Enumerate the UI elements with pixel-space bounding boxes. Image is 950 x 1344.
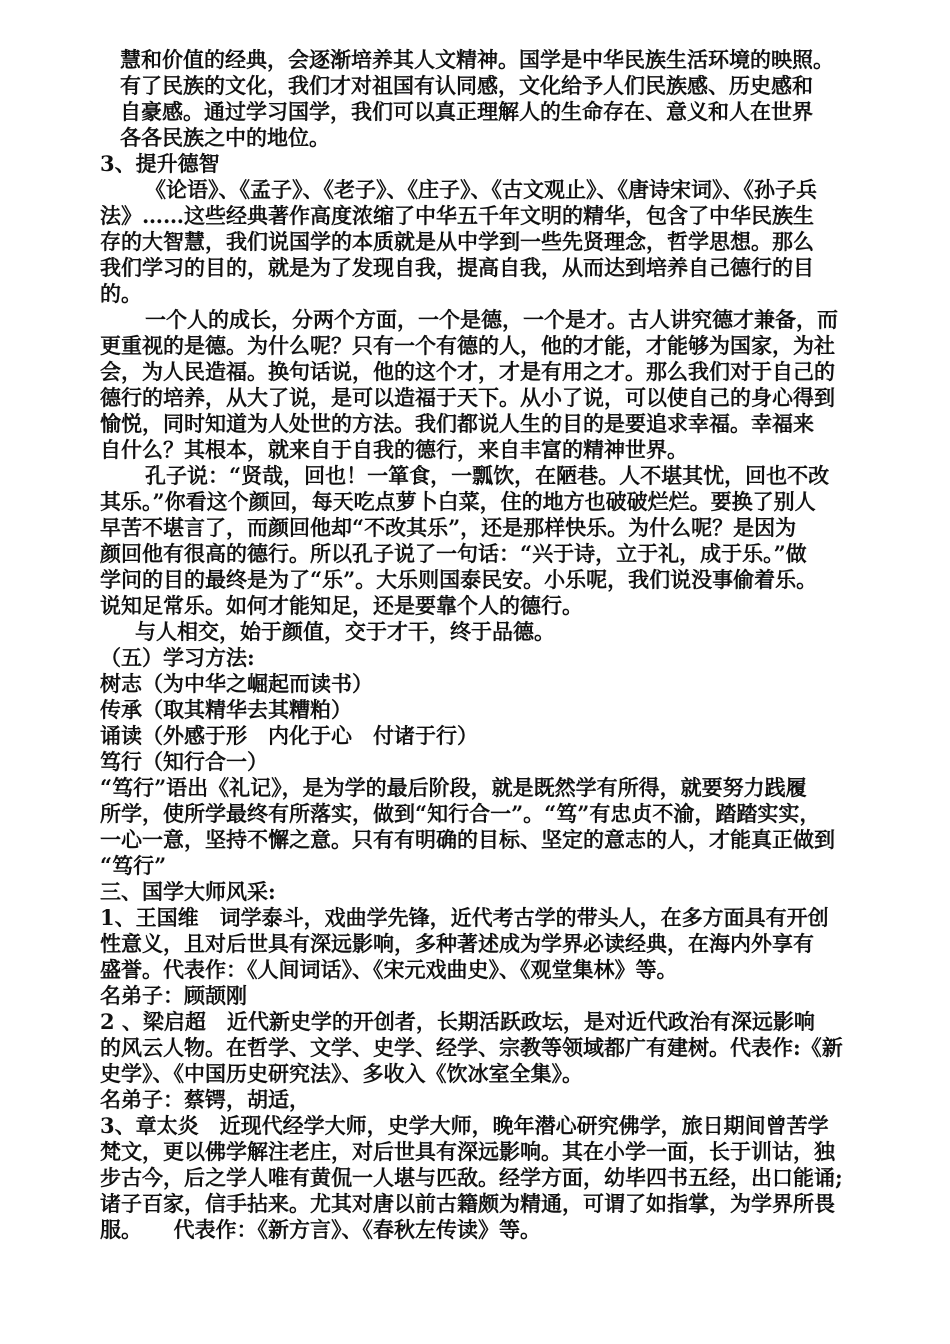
paragraph-line: 更重视的是德。为什么呢？只有一个有德的人，他的才能，才能够为国家，为社: [100, 333, 835, 358]
paragraph-line: 各各民族之中的地位。: [120, 125, 330, 150]
paragraph-line: 所学，使所学最终有所落实，做到“知行合一”。“笃”有忠贞不渝，踏踏实实，: [100, 801, 821, 826]
list-item: 传承（取其精华去其糟粕）: [100, 697, 352, 722]
paragraph-line: 盛誉。代表作：《人间词话》、《宋元戏曲史》、《观堂集林》等。: [100, 957, 678, 982]
list-item: 笃行（知行合一）: [100, 749, 268, 774]
paragraph-line: 德行的培养，从大了说，是可以造福于天下。从小了说，可以使自己的身心得到: [100, 385, 835, 410]
paragraph-line: 一个人的成长，分两个方面，一个是德，一个是才。古人讲究德才兼备，而: [145, 307, 838, 332]
paragraph-line: 愉悦，同时知道为人处世的方法。我们都说人生的目的是要追求幸福。幸福来: [100, 411, 814, 436]
paragraph-line: 一心一意，坚持不懈之意。只有有明确的目标、坚定的意志的人，才能真正做到: [100, 827, 835, 852]
paragraph-line: 会，为人民造福。换句话说，他的这个才，才是有用之才。那么我们对于自己的: [100, 359, 835, 384]
paragraph-line: 名弟子：顾颉刚: [100, 983, 247, 1008]
paragraph-line: 学问的目的最终是为了“乐”。大乐则国泰民安。小乐呢，我们说没事偷着乐。: [100, 567, 818, 592]
paragraph-line: 名弟子：蔡锷，胡适，: [100, 1087, 310, 1112]
paragraph-line: 2 、梁启超 近代新史学的开创者，长期活跃政坛，是对近代政治有深远影响: [100, 1009, 815, 1034]
paragraph-line: 性意义，且对后世具有深远影响，多种著述成为学界必读经典，在海内外享有: [100, 931, 814, 956]
paragraph-line: 慧和价值的经典，会逐渐培养其人文精神。国学是中华民族生活环境的映照。: [120, 47, 834, 72]
section-heading: 三、国学大师风采:: [100, 879, 276, 904]
section-heading: 3、提升德智: [100, 151, 220, 176]
paragraph-line: 自什么？其根本，就来自于自我的德行，来自丰富的精神世界。: [100, 437, 688, 462]
paragraph-line: 有了民族的文化，我们才对祖国有认同感，文化给予人们民族感、历史感和: [120, 73, 813, 98]
paragraph-line: 其乐。”你看这个颜回，每天吃点萝卜白菜，住的地方也破破烂烂。要换了别人: [100, 489, 816, 514]
paragraph-line: 说知足常乐。如何才能知足，还是要靠个人的德行。: [100, 593, 583, 618]
paragraph-line: 孔子说：“贤哉，回也！一箪食，一瓢饮，在陋巷。人不堪其忧，回也不改: [145, 463, 830, 488]
paragraph-line: 服。 代表作：《新方言》、《春秋左传读》等。: [100, 1217, 541, 1242]
paragraph-line: 步古今，后之学人唯有黄侃一人堪与匹敌。经学方面，幼毕四书五经，出口能诵;: [100, 1165, 843, 1190]
paragraph-line: 存的大智慧，我们说国学的本质就是从中学到一些先贤理念，哲学思想。那么: [100, 229, 814, 254]
paragraph-line: 颜回他有很高的德行。所以孔子说了一句话：“兴于诗，立于礼，成于乐。”做: [100, 541, 807, 566]
paragraph-line: 《论语》、《孟子》、《老子》、《庄子》、《古文观止》、《唐诗宋词》、《孙子兵: [145, 177, 817, 202]
paragraph-line: 早苦不堪言了，而颜回他却“不改其乐”，还是那样快乐。为什么呢？是因为: [100, 515, 797, 540]
paragraph-line: 1、王国维 词学泰斗，戏曲学先锋，近代考古学的带头人，在多方面具有开创: [100, 905, 829, 930]
paragraph-line: 诸子百家，信手拈来。尤其对唐以前古籍颇为精通，可谓了如指掌，为学界所畏: [100, 1191, 835, 1216]
paragraph-line: 3、章太炎 近现代经学大师，史学大师，晚年潜心研究佛学，旅日期间曾苦学: [100, 1113, 829, 1138]
paragraph-line: 史学》、《中国历史研究法》、多收入《饮冰室全集》。: [100, 1061, 583, 1086]
list-item: 诵读（外感于形 内化于心 付诸于行）: [100, 723, 478, 748]
paragraph-line: 的风云人物。在哲学、文学、史学、经学、宗教等领域都广有建树。代表作:《新: [100, 1035, 843, 1060]
list-item: 树志（为中华之崛起而读书）: [100, 671, 373, 696]
paragraph-line: “笃行”: [100, 853, 167, 878]
paragraph-line: 自豪感。通过学习国学，我们可以真正理解人的生命存在、意义和人在世界: [120, 99, 813, 124]
paragraph-line: 梵文，更以佛学解注老庄，对后世具有深远影响。其在小学一面，长于训诂，独: [100, 1139, 835, 1164]
paragraph-line: 法》……这些经典著作高度浓缩了中华五千年文明的精华，包含了中华民族生: [100, 203, 814, 228]
paragraph-line: 的。: [100, 281, 142, 306]
paragraph-line: 与人相交，始于颜值，交于才干，终于品德。: [135, 619, 555, 644]
paragraph-line: 我们学习的目的，就是为了发现自我，提高自我，从而达到培养自己德行的目: [100, 255, 814, 280]
section-heading: （五）学习方法:: [100, 645, 255, 670]
paragraph-line: “笃行”语出《礼记》，是为学的最后阶段，就是既然学有所得，就要努力践履: [100, 775, 807, 800]
